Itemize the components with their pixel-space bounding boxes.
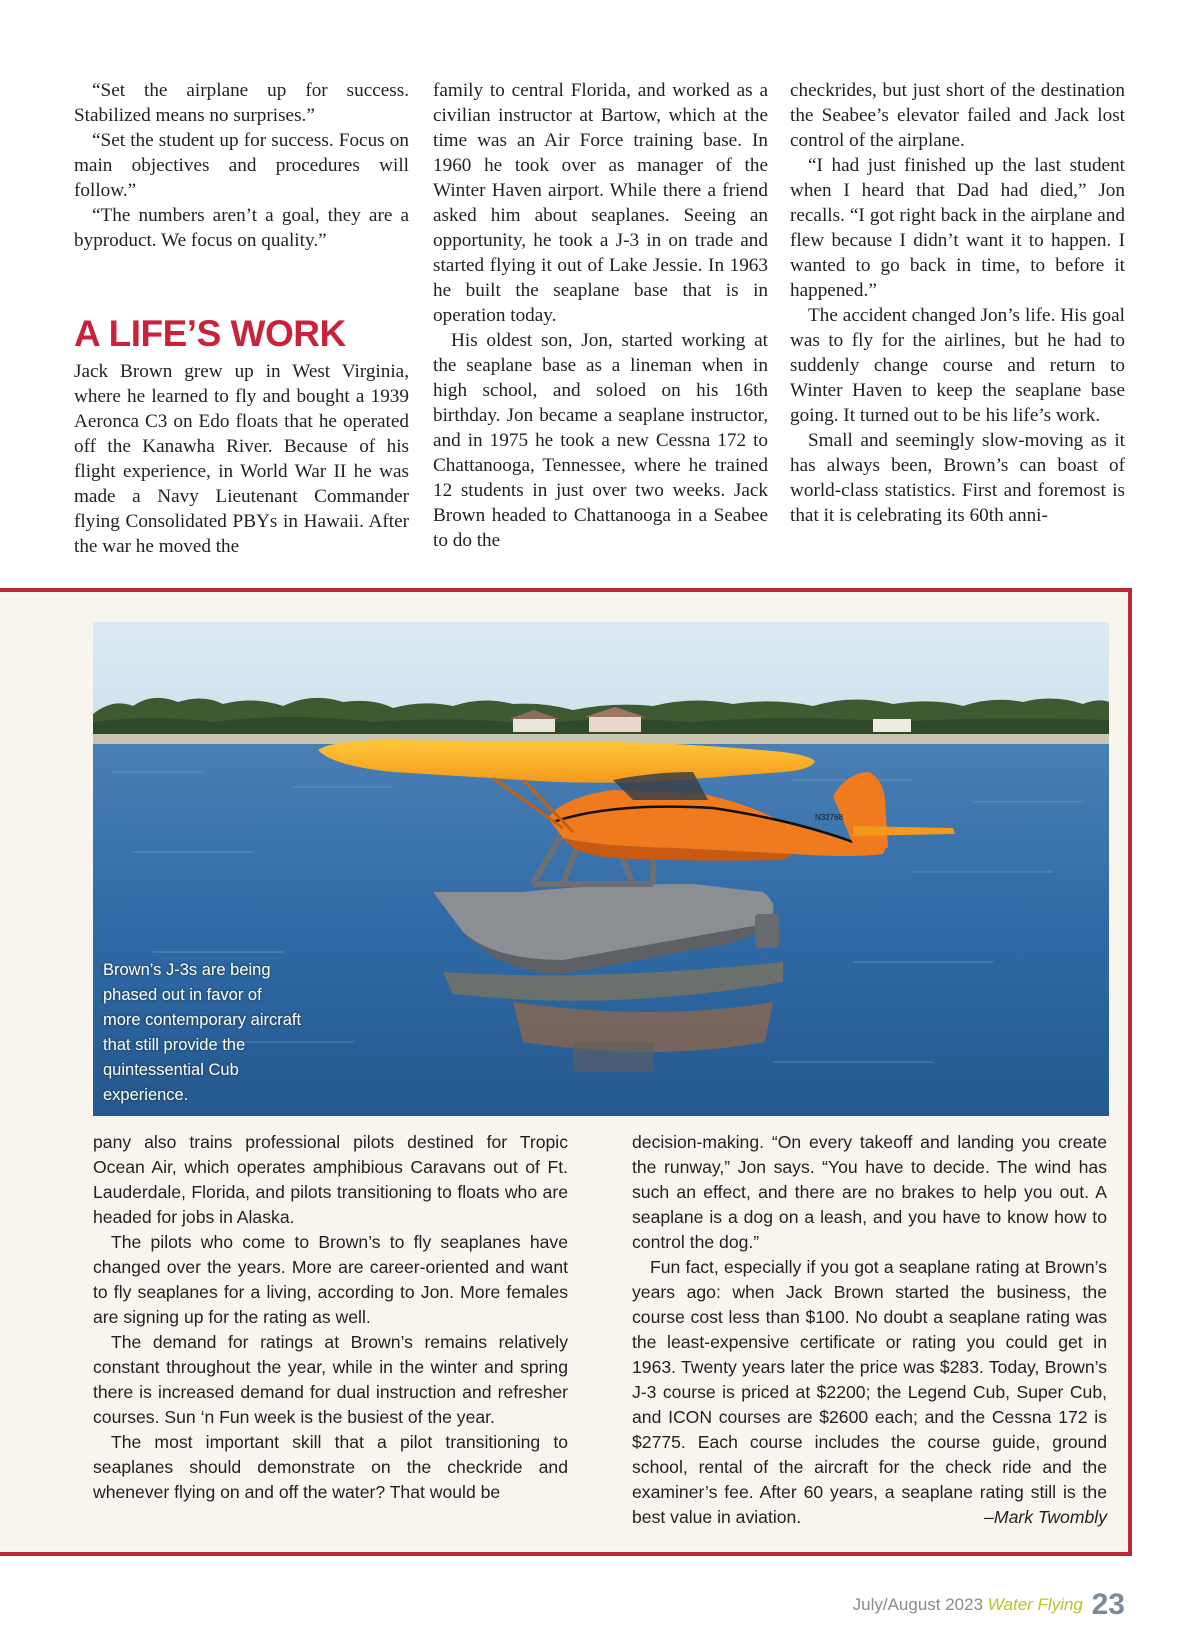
article-column-3 bbox=[790, 78, 1125, 528]
water-rudder bbox=[755, 914, 779, 948]
sidebar-paragraph: pany also trains professional pilots destined for Tropic Ocean Air, which operates amphibious Caravans out of Ft. Lauderdale, Florida, and pilots transitioning to floats who are headed for jobs in Alaska. bbox=[93, 1132, 568, 1227]
sidebar-paragraph: The pilots who come to Brown’s to fly seaplanes have changed over the years. More are career-oriented and want to fly seaplanes for a living, according to Jon. More females are signing up for the rating as well. bbox=[93, 1232, 568, 1327]
page-footer bbox=[853, 1588, 1125, 1622]
quote-paragraph: “The numbers aren’t a goal, they are a byproduct. We focus on quality.” bbox=[74, 205, 409, 251]
shore-house bbox=[873, 719, 911, 732]
seaplane-photo bbox=[93, 622, 1109, 1116]
body-paragraph: His oldest son, Jon, started working at the seaplane base as a lineman when in high school, and soloed on his 16th birthday. Jon became a seaplane instructor, and in 1975 he took a new Cessna 172 to Chattanooga, Tennessee, where he trained 12 students in just over two weeks. Jack Brown headed to Chattanooga in a Seabee to do the bbox=[433, 330, 768, 551]
section-heading: A LIFE’S WORK bbox=[74, 313, 346, 354]
sidebar-paragraph-text: Fun fact, especially if you got a seaplane rating at Brown’s years ago: when Jack Brown started the business, the course cost less than $100. No doubt a seaplane rating was the least-expensive certificate or rating you could get in 1963. Twenty years later the price was $283. Today, Brown’s J-3 course is priced at $2200; the Legend Cub, Super Cub, and ICON courses are $2600 each; and the Cessna 172 is $2775. Each course includes the course guide, ground school, rental of the aircraft for the check ride and the examiner’s fee. After 60 years, a seaplane rating still is the best value in aviation. bbox=[632, 1257, 1107, 1527]
registration-number: N32768 bbox=[815, 813, 844, 822]
author-byline: –Mark Twombly bbox=[984, 1507, 1107, 1527]
body-paragraph: “I had just finished up the last student when I heard that Dad had died,” Jon recalls. “I got right back in the airplane and flew because I didn’t want it to happen. I wanted to go back in time, to before it happened.” bbox=[790, 155, 1125, 301]
page-number: 23 bbox=[1091, 1588, 1125, 1621]
body-paragraph: Jack Brown grew up in West Virginia, where he learned to fly and bought a 1939 Aeronca C3 on Edo floats that he operated off the Kanawha River. Because of his flight experience, in World War II he was made a Navy Lieutenant Commander flying Consolidated PBYs in Hawaii. After the war he moved the bbox=[74, 361, 409, 557]
photo-caption: Brown’s J-3s are being phased out in favor of more contemporary aircraft that still provide the quintessential Cub experience. bbox=[103, 961, 302, 1104]
shore-house bbox=[513, 718, 555, 732]
shore-house bbox=[589, 716, 641, 732]
body-paragraph: The accident changed Jon’s life. His goal was to fly for the airlines, but he had to suddenly change course and return to Winter Haven to keep the seaplane base going. It turned out to be his life’s work. bbox=[790, 305, 1125, 426]
sidebar-column-1 bbox=[93, 1130, 568, 1505]
article-column-1 bbox=[74, 78, 409, 559]
sidebar-column-2 bbox=[632, 1130, 1107, 1530]
body-paragraph: family to central Florida, and worked as a civilian instructor at Bartow, which at the time was an Air Force training base. In 1960 he took over as manager of the Winter Haven airport. While there a friend asked him about seaplanes. Seeing an opportunity, he took a J-3 in on trade and started flying it out of Lake Jessie. In 1963 he built the seaplane base that is in operation today. bbox=[433, 80, 768, 326]
article-column-2 bbox=[433, 78, 768, 553]
body-paragraph: checkrides, but just short of the destination the Seabee’s elevator failed and Jack lost control of the airplane. bbox=[790, 80, 1125, 151]
quote-paragraph: “Set the airplane up for success. Stabilized means no surprises.” bbox=[74, 80, 409, 126]
issue-date: July/August 2023 bbox=[852, 1595, 984, 1614]
sidebar-paragraph: The demand for ratings at Brown’s remains relatively constant throughout the year, while in the winter and spring there is increased demand for dual instruction and refresher courses. Sun ‘n Fun week is the busiest of the year. bbox=[93, 1332, 568, 1427]
sidebar-box bbox=[0, 588, 1132, 1556]
magazine-name: Water Flying bbox=[987, 1595, 1083, 1614]
quote-paragraph: “Set the student up for success. Focus on main objectives and procedures will follow.” bbox=[74, 130, 409, 201]
body-paragraph: Small and seemingly slow-moving as it has always been, Brown’s can boast of world-class statistics. First and foremost is that it is celebrating its 60th anni- bbox=[790, 430, 1125, 526]
sidebar-paragraph: The most important skill that a pilot transitioning to seaplanes should demonstrate on the checkride and whenever flying on and off the water? That would be bbox=[93, 1432, 568, 1502]
sidebar-paragraph bbox=[632, 1255, 1107, 1530]
sidebar-paragraph: decision-making. “On every takeoff and landing you create the runway,” Jon says. “You have to decide. The wind has such an effect, and there are no brakes to help you out. A seaplane is a dog on a leash, and you have to know how to control the dog.” bbox=[632, 1132, 1107, 1252]
